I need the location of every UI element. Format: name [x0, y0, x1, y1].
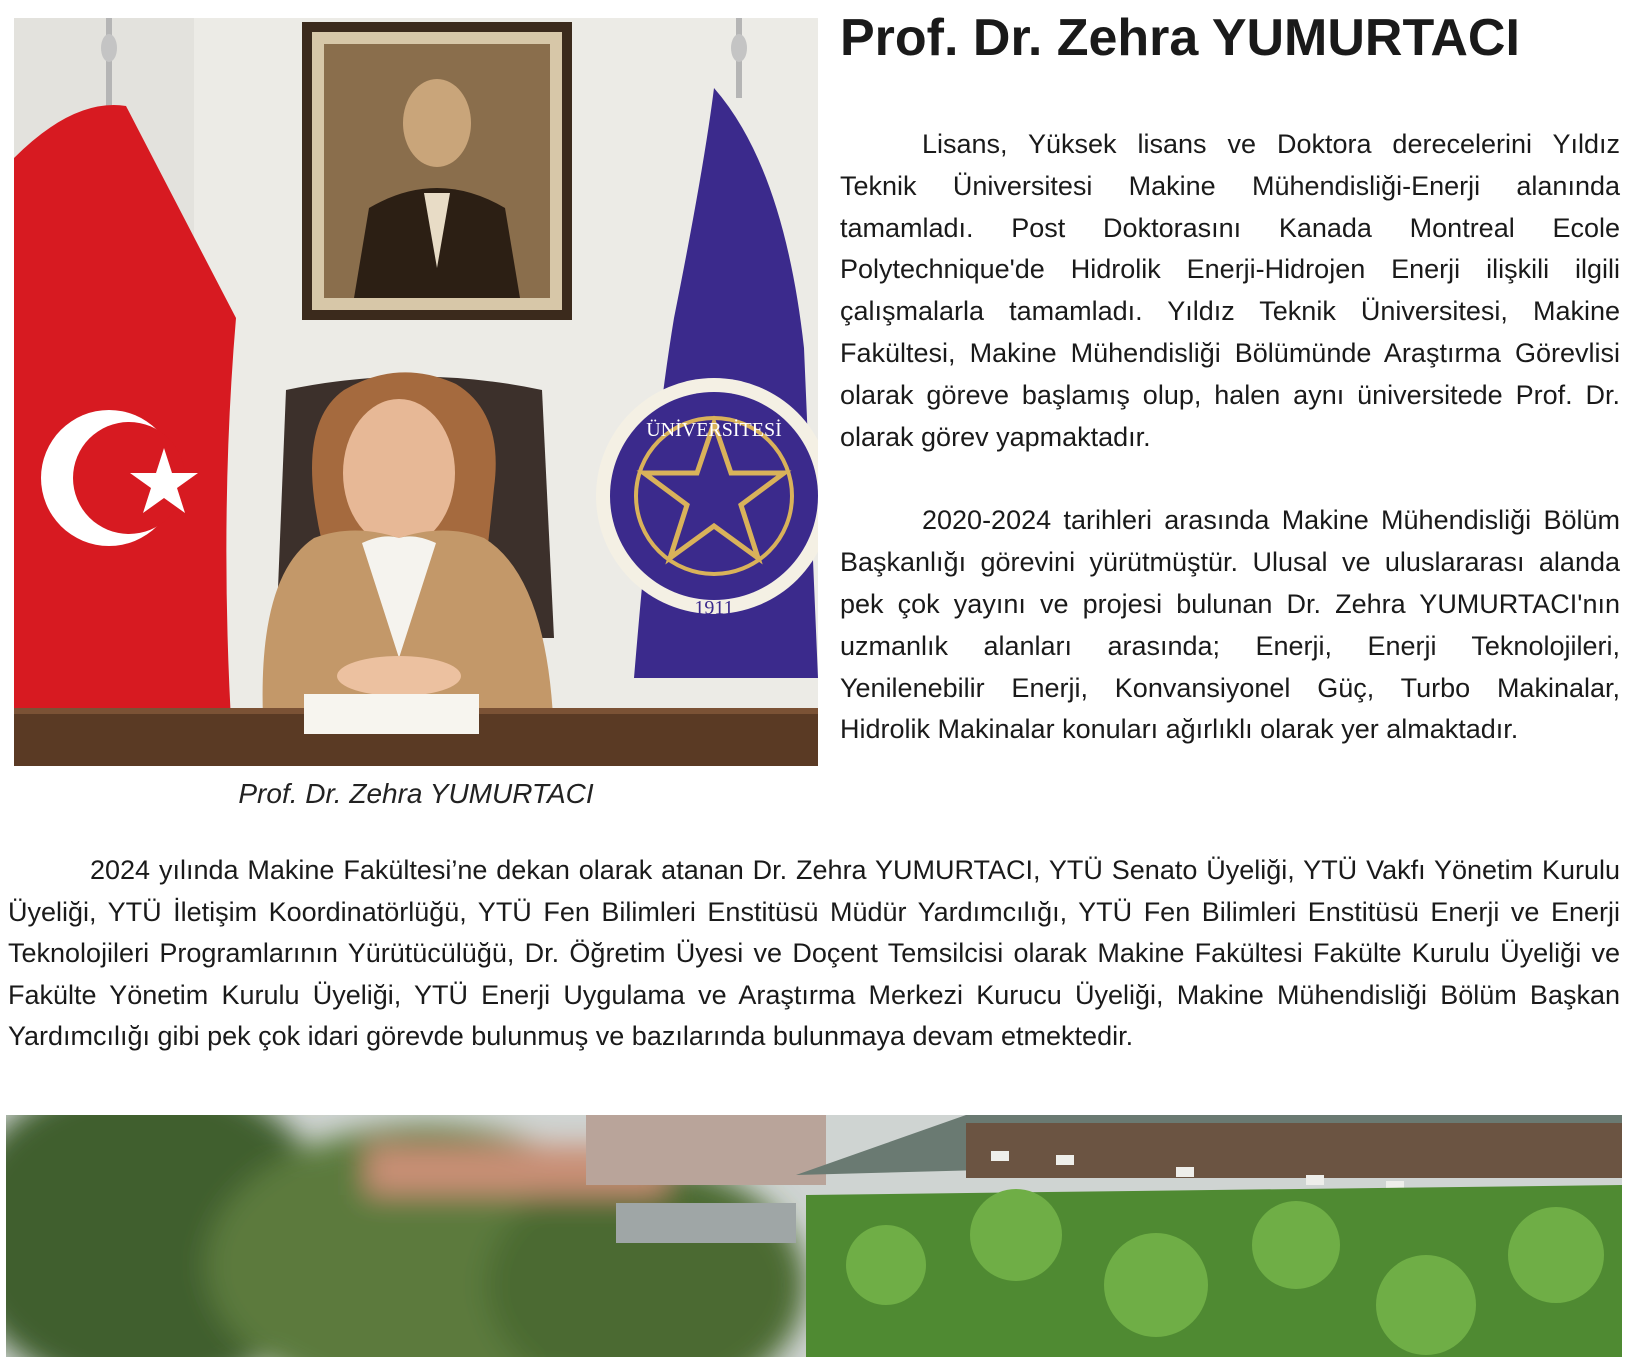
- seal-text: ÜNİVERSİTESİ: [646, 419, 782, 441]
- bio-paragraph-administration: 2024 yılında Makine Fakültesi’ne dekan olarak atanan Dr. Zehra YUMURTACI, YTÜ Senato Üyeliği, YTÜ Vakfı Yönetim Kurulu Üyeliği, YTÜ İletişim Koordinatörlüğü, YTÜ Fen Bilimleri Enstitüsü Müdür Yardımcılığı, YTÜ Fen Bilimleri Enstitüsü Enerji ve Enerji Teknolojileri Programlarının Yürütücülüğü, Dr. Öğretim Üyesi ve Doçent Temsilcisi olarak Makine Fakültesi Fakülte Kurulu Üyeliği ve Fakülte Yönetim Kurulu Üyeliği, YTÜ Enerji Uygulama ve Araştırma Merkezi Kurucu Üyeliği, Makine Mühendisliği Bölüm Başkan Yardımcılığı gibi pek çok idari görevde bulunmuş ve bazılarında bulunmaya devam etmektedir.: [8, 855, 1620, 1052]
- page-title: Prof. Dr. Zehra YUMURTACI: [840, 9, 1520, 67]
- wall-portrait-frame: [302, 22, 572, 320]
- campus-photo: [6, 1115, 1622, 1357]
- bio-paragraph-education: Lisans, Yüksek lisans ve Doktora derecelerini Yıldız Teknik Üniversitesi Makine Mühendisliği-Enerji alanında tamamladı. Post Doktorasını Kanada Montreal Ecole Polytechnique'de Hidrolik Enerji-Hidrojen Enerji ilişkili ilgili çalışmalarla tamamladı. Yıldız Teknik Üniversitesi, Makine Fakültesi, Makine Mühendisliği Bölümünde Araştırma Görevlisi olarak göreve başlamış olup, halen aynı üniversitede Prof. Dr. olarak görev yapmaktadır.: [840, 129, 1620, 452]
- seal-year: 1911: [694, 597, 734, 619]
- bio-column: [840, 124, 1620, 751]
- portrait-photo: [14, 18, 818, 766]
- bio-full-width: [8, 850, 1620, 1058]
- bio-paragraph-expertise: 2020-2024 tarihleri arasında Makine Mühendisliği Bölüm Başkanlığı görevini yürütmüştür. Ulusal ve uluslararası alanda pek çok yayını ve projesi bulunan Dr. Zehra YUMURTACI'nın uzmanlık alanları arasında; Enerji, Enerji Teknolojileri, Yenilenebilir Enerji, Konvansiyonel Güç, Turbo Makinalar, Hidrolik Makinalar konuları ağırlıklı olarak yer almaktadır.: [840, 505, 1620, 745]
- photo-caption: Prof. Dr. Zehra YUMURTACI: [238, 778, 594, 809]
